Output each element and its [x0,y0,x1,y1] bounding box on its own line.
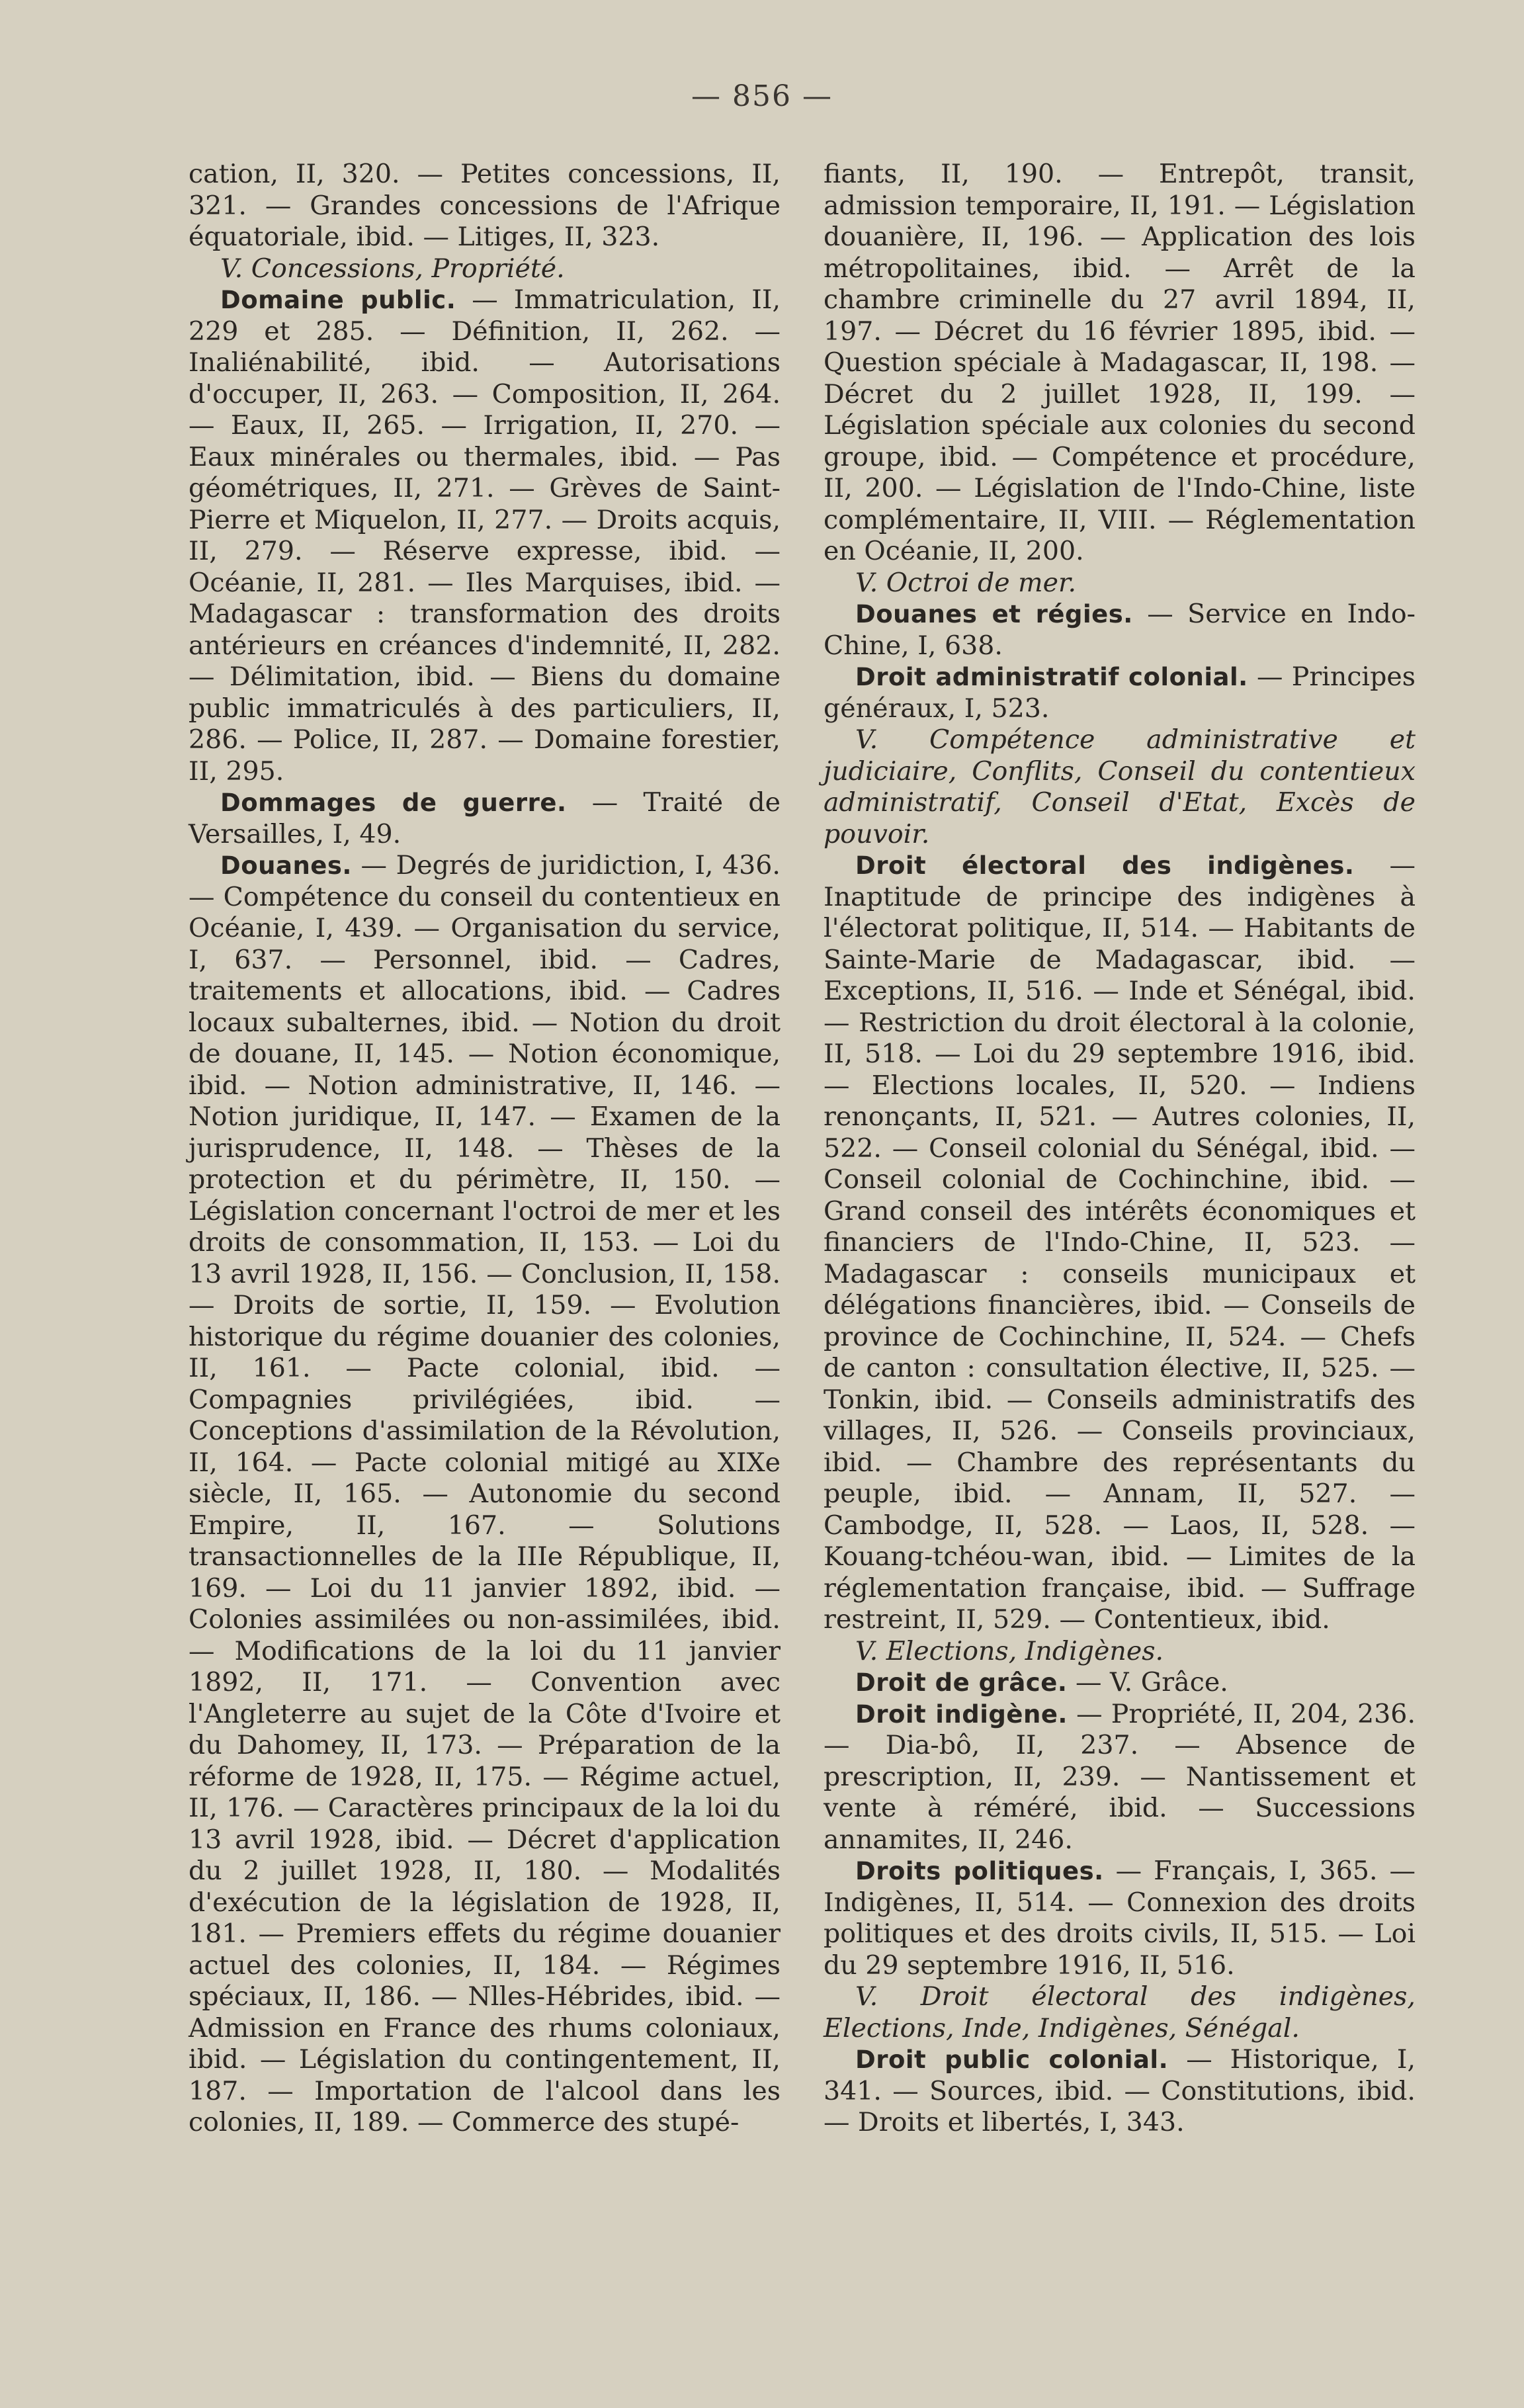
index-entry [824,1667,1416,1699]
entry-body: — Principes généraux, I, 523. [824,662,1416,724]
index-entry [189,284,781,787]
left-column [189,159,781,2139]
right-column [824,159,1416,2139]
entry-cross-reference: V. Concessions, Propriété. [220,253,565,284]
entry-heading: Droit public colonial. [855,2045,1169,2074]
entry-heading: Droits politiques. [855,1857,1104,1885]
entry-heading: Douanes et régies. [855,600,1133,628]
entry-heading: Dommages de guerre. [220,789,567,817]
entry-body: — Degrés de juridiction, I, 436. — Compétence du conseil du contentieux en Océanie, I, 439. — Organisation du service, I, 637. — Personnel, ibid. — Cadres, traitements et allocations, ibid. — Cadres locaux subalternes, ibid. — Notion du droit de douane, II, 145. — Notion économique, ibid. — Notion administrative, II, 146. — Notion juridique, II, 147. — Examen de la jurisprudence, II, 148. — Thèses de la protection et du périmètre, II, 150. — Législation concernant l'octroi de mer et les droits de consommation, II, 153. — Loi du 13 avril 1928, II, 156. — Conclusion, II, 158. — Droits de sortie, II, 159. — Evolution historique du régime douanier des colonies, II, 161. — Pacte colonial, ibid. — Compagnies privilégiées, ibid. — Conceptions d'assimilation de la Révolution, II, 164. — Pacte colonial mitigé au XIXe siècle, II, 165. — Autonomie du second Empire, II, 167. — Solutions transactionnelles de la IIIe République, II, 169. — Loi du 11 janvier 1892, ibid. — Colonies assimilées ou non-assimilées, ibid. — Modifications de la loi du 11 janvier 1892, II, 171. — Convention avec l'Angleterre au sujet de la Côte d'Ivoire et du Dahomey, II, 173. — Préparation de la réforme de 1928, II, 175. — Régime actuel, II, 176. — Caractères principaux de la loi du 13 avril 1928, ibid. — Décret d'application du 2 juillet 1928, II, 180. — Modalités d'exécution de la législation de 1928, II, 181. — Premiers effets du régime douanier actuel des colonies, II, 184. — Régimes spéciaux, II, 186. — Nlles-Hébrides, ibid. — Admission en France des rhums coloniaux, ibid. — Législation du contingentement, II, 187. — Importation de l'alcool dans les colonies, II, 189. — Commerce des stupé- [189,850,781,2137]
index-entry [824,1699,1416,1856]
entry-heading: Domaine public. [220,286,456,314]
index-entry [824,1856,1416,1981]
entry-body: cation, II, 320. — Petites concessions, II, 321. — Grandes concessions de l'Afrique équatoriale, ibid. — Litiges, II, 323. [189,159,781,252]
index-entry [189,787,781,850]
entry-body: — Service en Indo-Chine, I, 638. [824,599,1416,661]
index-entry [189,159,781,253]
index-entry [824,1636,1416,1668]
entry-body: — Immatriculation, II, 229 et 285. — Définition, II, 262. — Inaliénabilité, ibid. — Autorisations d'occuper, II, 263. — Composition, II, 264. — Eaux, II, 265. — Irrigation, II, 270. — Eaux minérales ou thermales, ibid. — Pas géométriques, II, 271. — Grèves de Saint-Pierre et Miquelon, II, 277. — Droits acquis, II, 279. — Réserve expresse, ibid. — Océanie, II, 281. — Iles Marquises, ibid. — Madagascar : transformation des droits antérieurs en créances d'indemnité, II, 282. — Délimitation, ibid. — Biens du domaine public immatriculés à des particuliers, II, 286. — Police, II, 287. — Domaine forestier, II, 295. [189,284,781,787]
entry-cross-reference: V. Droit électoral des indigènes, Elections, Inde, Indigènes, Sénégal. [824,1981,1416,2043]
index-entry [824,1981,1416,2044]
index-entry [824,850,1416,1636]
index-entry [824,568,1416,599]
entry-heading: Droit électoral des indigènes. [855,851,1355,880]
index-entry [189,253,781,285]
entry-heading: Droit de grâce. [855,1668,1068,1697]
entry-body: — Traité de Versailles, I, 49. [189,787,781,849]
entry-body: — Inaptitude de principe des indigènes à l'électorat politique, II, 514. — Habitants de Sainte-Marie de Madagascar, ibid. — Exceptions, II, 516. — Inde et Sénégal, ibid. — Restriction du droit électoral à la colonie, II, 518. — Loi du 29 septembre 1916, ibid. — Elections locales, II, 520. — Indiens renonçants, II, 521. — Autres colonies, II, 522. — Conseil colonial du Sénégal, ibid. — Conseil colonial de Cochinchine, ibid. — Grand conseil des intérêts économiques et financiers de l'Indo-Chine, II, 523. — Madagascar : conseils municipaux et délégations financières, ibid. — Conseils de province de Cochinchine, II, 524. — Chefs de canton : consultation élective, II, 525. — Tonkin, ibid. — Conseils administratifs des villages, II, 526. — Conseils provinciaux, ibid. — Chambre des représentants du peuple, ibid. — Annam, II, 527. — Cambodge, II, 528. — Laos, II, 528. — Kouang-tchéou-wan, ibid. — Limites de la réglementation française, ibid. — Suffrage restreint, II, 529. — Contentieux, ibid. [824,850,1416,1635]
entry-heading: Droit indigène. [855,1699,1068,1729]
entry-heading: Droit administratif colonial. [855,663,1248,691]
entry-body: — V. Grâce. [1075,1667,1228,1698]
entry-body: — Historique, I, 341. — Sources, ibid. — Constitutions, ibid. — Droits et libertés, I, 343. [824,2044,1416,2137]
entry-body: — Propriété, II, 204, 236. — Dia-bô, II, 237. — Absence de prescription, II, 239. — Nantissement et vente à réméré, ibid. — Successions annamites, II, 246. [824,1698,1416,1855]
entry-body: — Français, I, 365. — Indigènes, II, 514. — Connexion des droits politiques et des droits civils, II, 515. — Loi du 29 septembre 1916, II, 516. [824,1856,1416,1981]
index-entry [824,2044,1416,2139]
entry-cross-reference: V. Compétence administrative et judiciaire, Conflits, Conseil du contentieux administratif, Conseil d'Etat, Excès de pouvoir. [824,724,1416,849]
entry-body: fiants, II, 190. — Entrepôt, transit, admission temporaire, II, 191. — Législation douanière, II, 196. — Application des lois métropolitaines, ibid. — Arrêt de la chambre criminelle du 27 avril 1894, II, 197. — Décret du 16 février 1895, ibid. — Question spéciale à Madagascar, II, 198. — Décret du 2 juillet 1928, II, 199. — Législation spéciale aux colonies du second groupe, ibid. — Compétence et procédure, II, 200. — Législation de l'Indo-Chine, liste complémentaire, II, VIII. — Réglementation en Océanie, II, 200. [824,159,1416,566]
index-entry [824,599,1416,662]
index-entry [824,724,1416,850]
entry-cross-reference: V. Octroi de mer. [855,567,1077,598]
index-entry [189,850,781,2139]
index-entry [824,159,1416,568]
page-number: — 856 — [691,79,833,113]
entry-heading: Douanes. [220,851,352,880]
entry-cross-reference: V. Elections, Indigènes. [855,1635,1164,1666]
index-entry [824,662,1416,724]
